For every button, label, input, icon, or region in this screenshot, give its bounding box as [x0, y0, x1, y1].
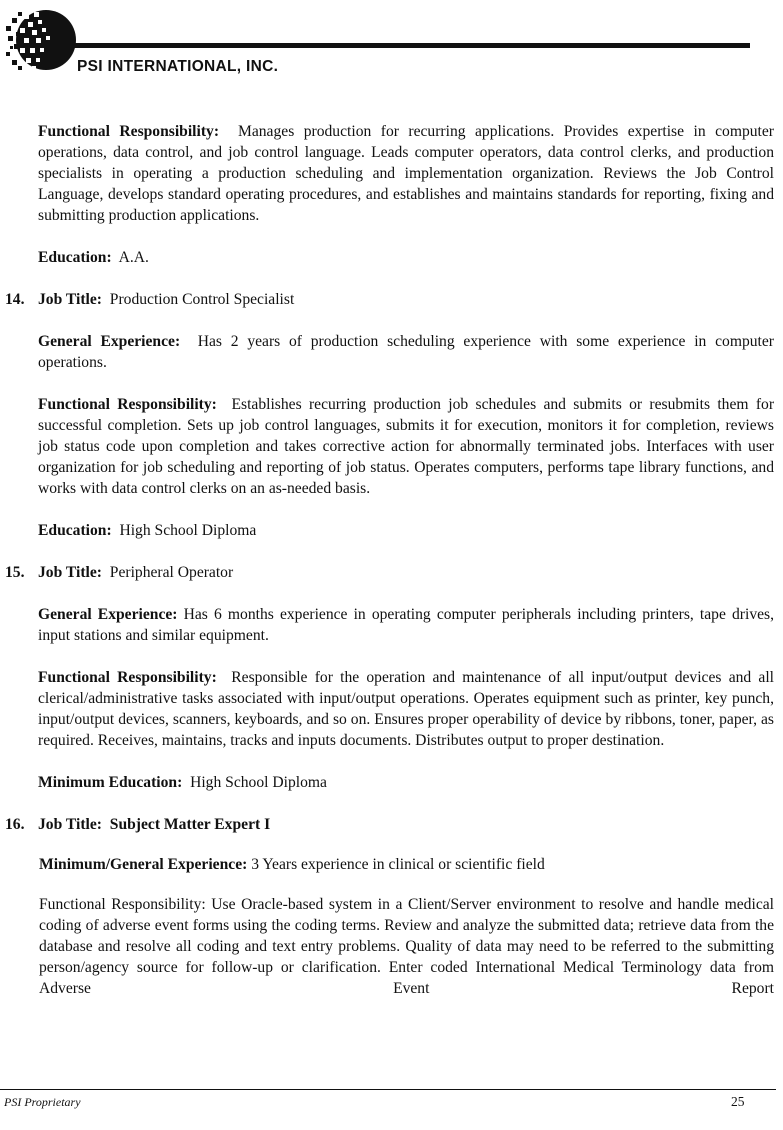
title: Subject Matter Expert I: [109, 816, 271, 833]
label: Job Title:: [38, 291, 102, 308]
text: Responsible for the operation and maintenance of all input/output devices and all clerical/administrative tasks associated with input/output operations. Operates equipment such as printer, key punch, input/output devices, scanners, keyboards, and so on. Ensures proper operability of device by ribbons, toner, paper, as required. Receives, maintains, tracks and inputs documents. Distributes output to proper destination.: [38, 669, 775, 749]
company-logo-icon: [6, 8, 76, 72]
label: Functional Responsibility:: [38, 123, 220, 140]
functional-responsibility-16: Functional Responsibility: Use Oracle-based system in a Client/Server environment to resolve and handle medical coding of adverse event forms using the coding terms. Review and analyze the submitted data; retrieve data from the database and resolve all coding and text entry problems. Quality of data may need to be referred to the submitting person/agency source for follow-up or clarification. Enter coded International Medical Terminology data from Adverse Event Report: [39, 896, 774, 997]
functional-responsibility-15: [38, 667, 774, 751]
minimum-general-experience-16: [39, 854, 774, 875]
text: A.A.: [118, 249, 149, 266]
text: Has 2 years of production scheduling experience with some experience in computer operations.: [38, 333, 774, 371]
label: General Experience:: [38, 606, 178, 623]
label: Functional Responsibility:: [38, 669, 217, 686]
job-title-15: [5, 562, 774, 583]
label: Functional Responsibility:: [38, 396, 217, 413]
item-number: 14.: [5, 291, 25, 308]
title: Production Control Specialist: [109, 291, 295, 308]
label: Minimum/General Experience:: [39, 856, 248, 873]
item-number: 15.: [5, 564, 25, 581]
page-number: 25: [731, 1094, 745, 1109]
job-title-14: [5, 289, 774, 310]
label: Education:: [38, 522, 112, 539]
label: Minimum Education:: [38, 774, 183, 791]
header-rule: [40, 43, 750, 48]
label: Job Title:: [38, 564, 102, 581]
text: High School Diploma: [190, 774, 327, 791]
label: Education:: [38, 249, 112, 266]
general-experience-14: [38, 331, 774, 373]
title: Peripheral Operator: [109, 564, 234, 581]
functional-responsibility-14: [38, 394, 774, 499]
text: 3 Years experience in clinical or scientific field: [251, 856, 545, 873]
text: Establishes recurring production job schedules and submits or resubmits them for successful completion. Sets up job control languages, submits it for execution, monitors it for completion, reviews job status code upon completion and takes corrective action for abnormally terminated jobs. Interfaces with user organization for job scheduling and reporting of job status. Operates computers, performs tape library functions, and works with data control clerks on an as-needed basis.: [38, 396, 775, 497]
functional-responsibility-13: [38, 121, 774, 226]
general-experience-15: [38, 604, 774, 646]
text: Manages production for recurring applications. Provides expertise in computer operations, data control, and job control language. Leads computer operators, data control clerks, and production specialists in operating a production scheduling and implementation organization. Reviews the Job Control Language, develops standard operating procedures, and establishes and maintains standards for reporting, fixing and submitting production applications.: [38, 123, 774, 224]
footer-proprietary: PSI Proprietary: [4, 1095, 81, 1109]
education-13: [38, 247, 774, 268]
footer-rule: [0, 1089, 776, 1090]
job-title-16: [5, 814, 774, 835]
label: Job Title:: [38, 816, 102, 833]
document-body: [5, 121, 775, 999]
text: Has 6 months experience in operating computer peripherals including printers, tape drives, input stations and similar equipment.: [38, 606, 774, 644]
text: High School Diploma: [119, 522, 257, 539]
company-name: PSI INTERNATIONAL, INC.: [77, 58, 279, 75]
education-14: [38, 520, 774, 541]
item-number: 16.: [5, 816, 25, 833]
minimum-education-15: [38, 772, 774, 793]
label: General Experience:: [38, 333, 181, 350]
